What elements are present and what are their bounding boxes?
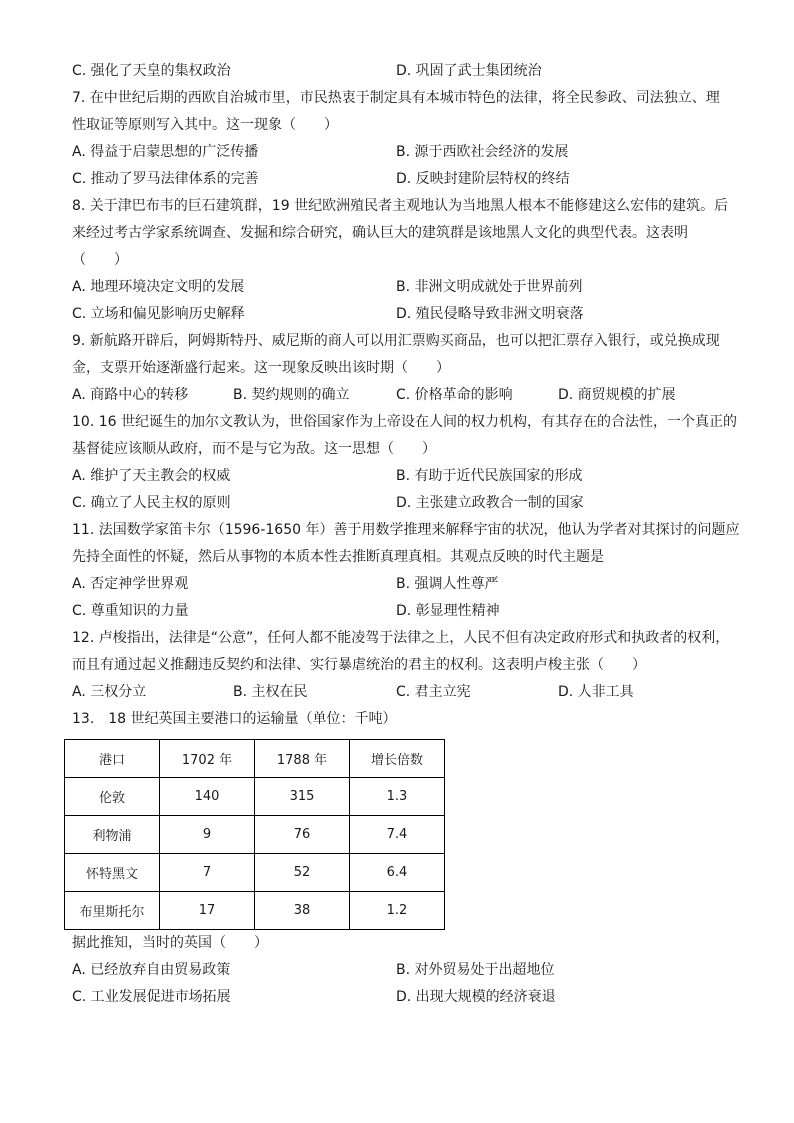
q9-option-a: A. 商路中心的转移 — [72, 387, 189, 403]
table-header-cell: 港口 — [65, 740, 160, 778]
q8-stem-line-1: 8. 关于津巴布韦的巨石建筑群，19 世纪欧洲殖民者主观地认为当地黑人根本不能修建这么宏伟的建筑。后 — [72, 198, 729, 214]
q11-options-row-1 — [72, 575, 732, 593]
q10-options-row-1 — [72, 467, 732, 485]
q13-stem-line-1: 13. 18 世纪英国主要港口的运输量（单位：千吨） — [72, 711, 397, 727]
q7-option-c: C. 推动了罗马法律体系的完善 — [72, 171, 259, 187]
table-row — [65, 778, 445, 816]
q12-stem-line-2: 而且有通过起义推翻违反契约和法律、实行暴虐统治的君主的权利。这表明卢梭主张（ ） — [72, 657, 646, 673]
q8-option-d: D. 殖民侵略导致非洲文明衰落 — [396, 306, 584, 322]
table-cell: 52 — [255, 854, 350, 892]
table-cell: 布里斯托尔 — [65, 892, 160, 930]
q11-option-c: C. 尊重知识的力量 — [72, 603, 189, 619]
q13-option-d: D. 出现大规模的经济衰退 — [396, 989, 556, 1005]
q7-options-row-1 — [72, 143, 732, 161]
table-header-cell: 1788 年 — [255, 740, 350, 778]
q11-options-row-2 — [72, 602, 732, 620]
q12-option-b: B. 主权在民 — [233, 684, 308, 700]
q13-option-a: A. 已经放弃自由贸易政策 — [72, 962, 231, 978]
table-cell: 伦敦 — [65, 778, 160, 816]
q9-option-c: C. 价格革命的影响 — [396, 387, 513, 403]
q6-option-c: C. 强化了天皇的集权政治 — [72, 63, 231, 79]
q13-option-c: C. 工业发展促进市场拓展 — [72, 989, 231, 1005]
table-cell: 7.4 — [350, 816, 445, 854]
q10-option-a: A. 维护了天主教会的权威 — [72, 468, 231, 484]
q12-stem-line-1: 12. 卢梭指出，法律是“公意”，任何人都不能凌驾于法律之上，人民不但有决定政府形式和执政者的权利， — [72, 630, 730, 646]
q9-stem-line-2: 金，支票开始逐渐盛行起来。这一现象反映出该时期（ ） — [72, 360, 450, 376]
q10-stem-line-2: 基督徒应该顺从政府，而不是与它为敌。这一思想（ ） — [72, 441, 436, 457]
q13-option-b: B. 对外贸易处于出超地位 — [396, 962, 555, 978]
table-cell: 7 — [160, 854, 255, 892]
q7-option-b: B. 源于西欧社会经济的发展 — [396, 144, 569, 160]
table-cell: 17 — [160, 892, 255, 930]
table-cell: 6.4 — [350, 854, 445, 892]
q10-option-d: D. 主张建立政教合一制的国家 — [396, 495, 584, 511]
q11-option-a: A. 否定神学世界观 — [72, 576, 189, 592]
q8-option-b: B. 非洲文明成就处于世界前列 — [396, 279, 583, 295]
q12-option-d: D. 人非工具 — [558, 684, 634, 700]
q9-option-b: B. 契约规则的确立 — [233, 387, 350, 403]
q9-stem-line-1: 9. 新航路开辟后，阿姆斯特丹、威尼斯的商人可以用汇票购买商品，也可以把汇票存入银行，或兑换成现 — [72, 333, 720, 349]
table-header-row — [65, 740, 445, 778]
table-row — [65, 816, 445, 854]
table-cell: 315 — [255, 778, 350, 816]
q6-option-d: D. 巩固了武士集团统治 — [396, 63, 542, 79]
q10-option-b: B. 有助于近代民族国家的形成 — [396, 468, 583, 484]
table-cell: 利物浦 — [65, 816, 160, 854]
q8-options-row-1 — [72, 278, 732, 296]
q10-option-c: C. 确立了人民主权的原则 — [72, 495, 231, 511]
q7-option-a: A. 得益于启蒙思想的广泛传播 — [72, 144, 259, 160]
q7-options-row-2 — [72, 170, 732, 188]
q7-stem-line-1: 7. 在中世纪后期的西欧自治城市里，市民热衷于制定具有本城市特色的法律，将全民参政、司法独立、理 — [72, 90, 720, 106]
q13-stem-line-2: 据此推知，当时的英国（ ） — [72, 935, 268, 951]
q8-option-a: A. 地理环境决定文明的发展 — [72, 279, 245, 295]
table-header-cell: 1702 年 — [160, 740, 255, 778]
table-cell: 1.3 — [350, 778, 445, 816]
q12-option-c: C. 君主立宪 — [396, 684, 471, 700]
q12-option-a: A. 三权分立 — [72, 684, 147, 700]
table-cell: 1.2 — [350, 892, 445, 930]
table-cell: 9 — [160, 816, 255, 854]
table-cell: 140 — [160, 778, 255, 816]
q11-stem-line-1: 11. 法国数学家笛卡尔（1596-1650 年）善于用数学推理来解释宇宙的状况，他认为学者对其探讨的问题应 — [72, 522, 740, 538]
q11-stem-line-2: 先持全面性的怀疑，然后从事物的本质本性去推断真理真相。其观点反映的时代主题是 — [72, 549, 604, 565]
q8-option-c: C. 立场和偏见影响历史解释 — [72, 306, 245, 322]
table-row — [65, 892, 445, 930]
q11-option-d: D. 彰显理性精神 — [396, 603, 500, 619]
table-cell: 76 — [255, 816, 350, 854]
q13-options-row-1 — [72, 961, 732, 979]
q8-options-row-2 — [72, 305, 732, 323]
q8-stem-line-3: （ ） — [72, 252, 128, 268]
q11-option-b: B. 强调人性尊严 — [396, 576, 499, 592]
q12-options-row — [72, 683, 732, 701]
q7-option-d: D. 反映封建阶层特权的终结 — [396, 171, 570, 187]
q13-options-row-2 — [72, 988, 732, 1006]
table-row — [65, 854, 445, 892]
table-cell: 38 — [255, 892, 350, 930]
port-transport-table — [64, 739, 445, 930]
q8-stem-line-2: 来经过考古学家系统调查、发掘和综合研究，确认巨大的建筑群是该地黑人文化的典型代表。这表明 — [72, 225, 688, 241]
q6-options-row-2 — [72, 62, 732, 80]
table-header-cell: 增长倍数 — [350, 740, 445, 778]
q9-options-row — [72, 386, 732, 404]
q9-option-d: D. 商贸规模的扩展 — [558, 387, 676, 403]
q7-stem-line-2: 性取证等原则写入其中。这一现象（ ） — [72, 117, 338, 133]
q10-options-row-2 — [72, 494, 732, 512]
q10-stem-line-1: 10. 16 世纪诞生的加尔文教认为，世俗国家作为上帝设在人间的权力机构，有其存在的合法性，一个真正的 — [72, 414, 737, 430]
table-cell: 怀特黑文 — [65, 854, 160, 892]
